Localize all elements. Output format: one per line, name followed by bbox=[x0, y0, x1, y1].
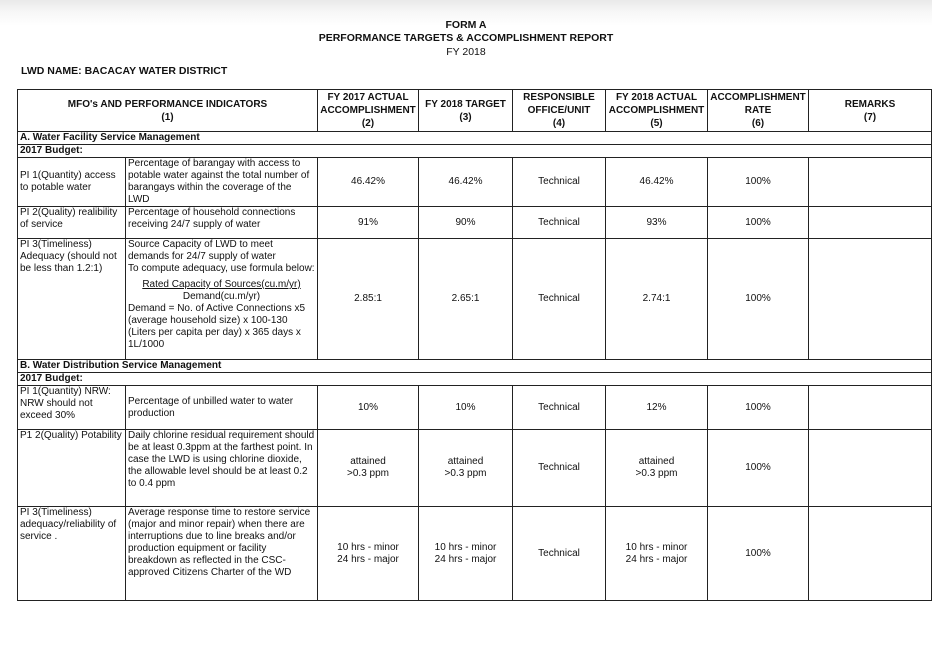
section-a-budget-row bbox=[18, 145, 932, 158]
section-a-budget: 2017 Budget: bbox=[18, 145, 932, 158]
rate-value: 100% bbox=[708, 207, 809, 239]
office-value: Technical bbox=[513, 207, 606, 239]
remarks-value bbox=[809, 239, 932, 360]
table-row bbox=[18, 507, 932, 601]
pi-cell: PI 1(Quantity) NRW: NRW should not exceed 30% bbox=[18, 386, 126, 430]
pi-cell: PI 2(Quality) realibility of service bbox=[18, 207, 126, 239]
header-row bbox=[18, 90, 932, 132]
office-value: Technical bbox=[513, 430, 606, 507]
form-label: FORM A bbox=[445, 19, 487, 31]
section-a-title: A. Water Facility Service Management bbox=[18, 132, 932, 145]
section-b-budget-row bbox=[18, 373, 932, 386]
fy2017-value: attained >0.3 ppm bbox=[318, 430, 419, 507]
remarks-value bbox=[809, 507, 932, 601]
fy2018-target-value: attained >0.3 ppm bbox=[419, 430, 513, 507]
remarks-value bbox=[809, 207, 932, 239]
report-title: PERFORMANCE TARGETS & ACCOMPLISHMENT REPORT bbox=[318, 32, 614, 44]
fy2017-value: 2.85:1 bbox=[318, 239, 419, 360]
col-header-fy2017: FY 2017 ACTUAL ACCOMPLISHMENT (2) bbox=[318, 90, 419, 132]
report-year: FY 2018 bbox=[446, 46, 486, 58]
desc-instruction: To compute adequacy, use formula below: bbox=[128, 263, 315, 274]
section-b-budget: 2017 Budget: bbox=[18, 373, 932, 386]
col-header-fy2018-target: FY 2018 TARGET (3) bbox=[419, 90, 513, 132]
pi-cell: PI 3(Timeliness) Adequacy (should not be less than 1.2:1) bbox=[18, 239, 126, 360]
table-row bbox=[18, 239, 932, 360]
fy2018-target-value: 10% bbox=[419, 386, 513, 430]
rate-value: 100% bbox=[708, 158, 809, 207]
office-value: Technical bbox=[513, 386, 606, 430]
desc-line: Source Capacity of LWD to meet demands for 24/7 supply of water bbox=[128, 239, 276, 262]
col-header-fy2018-actual: FY 2018 ACTUAL ACCOMPLISHMENT (5) bbox=[606, 90, 708, 132]
fy2017-value: 91% bbox=[318, 207, 419, 239]
desc-demand: Demand = No. of Active Connections x5 (average household size) x 100-130 (Liters per capita per day) x 365 days x 1L/1000 bbox=[128, 303, 306, 350]
section-a-title-row bbox=[18, 132, 932, 145]
rate-value: 100% bbox=[708, 386, 809, 430]
pi-cell: PI 1(Quantity) access to potable water bbox=[18, 158, 126, 207]
col-header-office: RESPONSIBLE OFFICE/UNIT (4) bbox=[513, 90, 606, 132]
formula-numerator: Rated Capacity of Sources(cu.m/yr) bbox=[142, 279, 301, 290]
indicator-description: Percentage of household connections receiving 24/7 supply of water bbox=[126, 207, 318, 239]
table-row bbox=[18, 386, 932, 430]
indicator-description: Percentage of unbilled water to water production bbox=[126, 386, 318, 430]
fy2018-target-value: 2.65:1 bbox=[419, 239, 513, 360]
office-value: Technical bbox=[513, 507, 606, 601]
fy2017-value: 46.42% bbox=[318, 158, 419, 207]
remarks-value bbox=[809, 386, 932, 430]
table-row bbox=[18, 207, 932, 239]
col-header-rate: ACCOMPLISHMENT RATE (6) bbox=[708, 90, 809, 132]
table-row bbox=[18, 430, 932, 507]
office-value: Technical bbox=[513, 239, 606, 360]
col-header-remarks: REMARKS (7) bbox=[809, 90, 932, 132]
lwd-name: LWD NAME: BACACAY WATER DISTRICT bbox=[21, 65, 228, 77]
fy2017-value: 10% bbox=[318, 386, 419, 430]
fy2018-target-value: 46.42% bbox=[419, 158, 513, 207]
pi-cell: P1 2(Quality) Potability bbox=[18, 430, 126, 507]
pi-cell: PI 3(Timeliness) adequacy/reliability of service . bbox=[18, 507, 126, 601]
fy2018-target-value: 90% bbox=[419, 207, 513, 239]
fy2018-actual-value: 10 hrs - minor 24 hrs - major bbox=[606, 507, 708, 601]
table-row bbox=[18, 158, 932, 207]
fy2018-actual-value: 93% bbox=[606, 207, 708, 239]
rate-value: 100% bbox=[708, 239, 809, 360]
indicator-description: Average response time to restore service (major and minor repair) when there are interruptions due to line breaks and/or production equipment or facility breakdown as reflected in the CSC-approved Citizens Charter of the WD bbox=[126, 507, 318, 601]
rate-value: 100% bbox=[708, 507, 809, 601]
formula-denominator: Demand(cu.m/yr) bbox=[182, 291, 261, 302]
remarks-value bbox=[809, 158, 932, 207]
fy2018-actual-value: 12% bbox=[606, 386, 708, 430]
performance-table bbox=[17, 89, 932, 601]
col-header-mfo: MFO's AND PERFORMANCE INDICATORS (1) bbox=[18, 90, 318, 132]
remarks-value bbox=[809, 430, 932, 507]
indicator-description bbox=[126, 239, 318, 360]
indicator-description: Daily chlorine residual requirement should be at least 0.3ppm at the farthest point. In case the LWD is using chlorine dioxide, the allowable level should be at least 0.2 to 0.4 ppm bbox=[126, 430, 318, 507]
fy2018-actual-value: 46.42% bbox=[606, 158, 708, 207]
fy2018-actual-value: attained >0.3 ppm bbox=[606, 430, 708, 507]
section-b-title: B. Water Distribution Service Management bbox=[18, 360, 932, 373]
rate-value: 100% bbox=[708, 430, 809, 507]
fy2017-value: 10 hrs - minor 24 hrs - major bbox=[318, 507, 419, 601]
section-b-title-row bbox=[18, 360, 932, 373]
office-value: Technical bbox=[513, 158, 606, 207]
fy2018-target-value: 10 hrs - minor 24 hrs - major bbox=[419, 507, 513, 601]
indicator-description: Percentage of barangay with access to potable water against the total number of barangays within the coverage of the LWD bbox=[126, 158, 318, 207]
fy2018-actual-value: 2.74:1 bbox=[606, 239, 708, 360]
